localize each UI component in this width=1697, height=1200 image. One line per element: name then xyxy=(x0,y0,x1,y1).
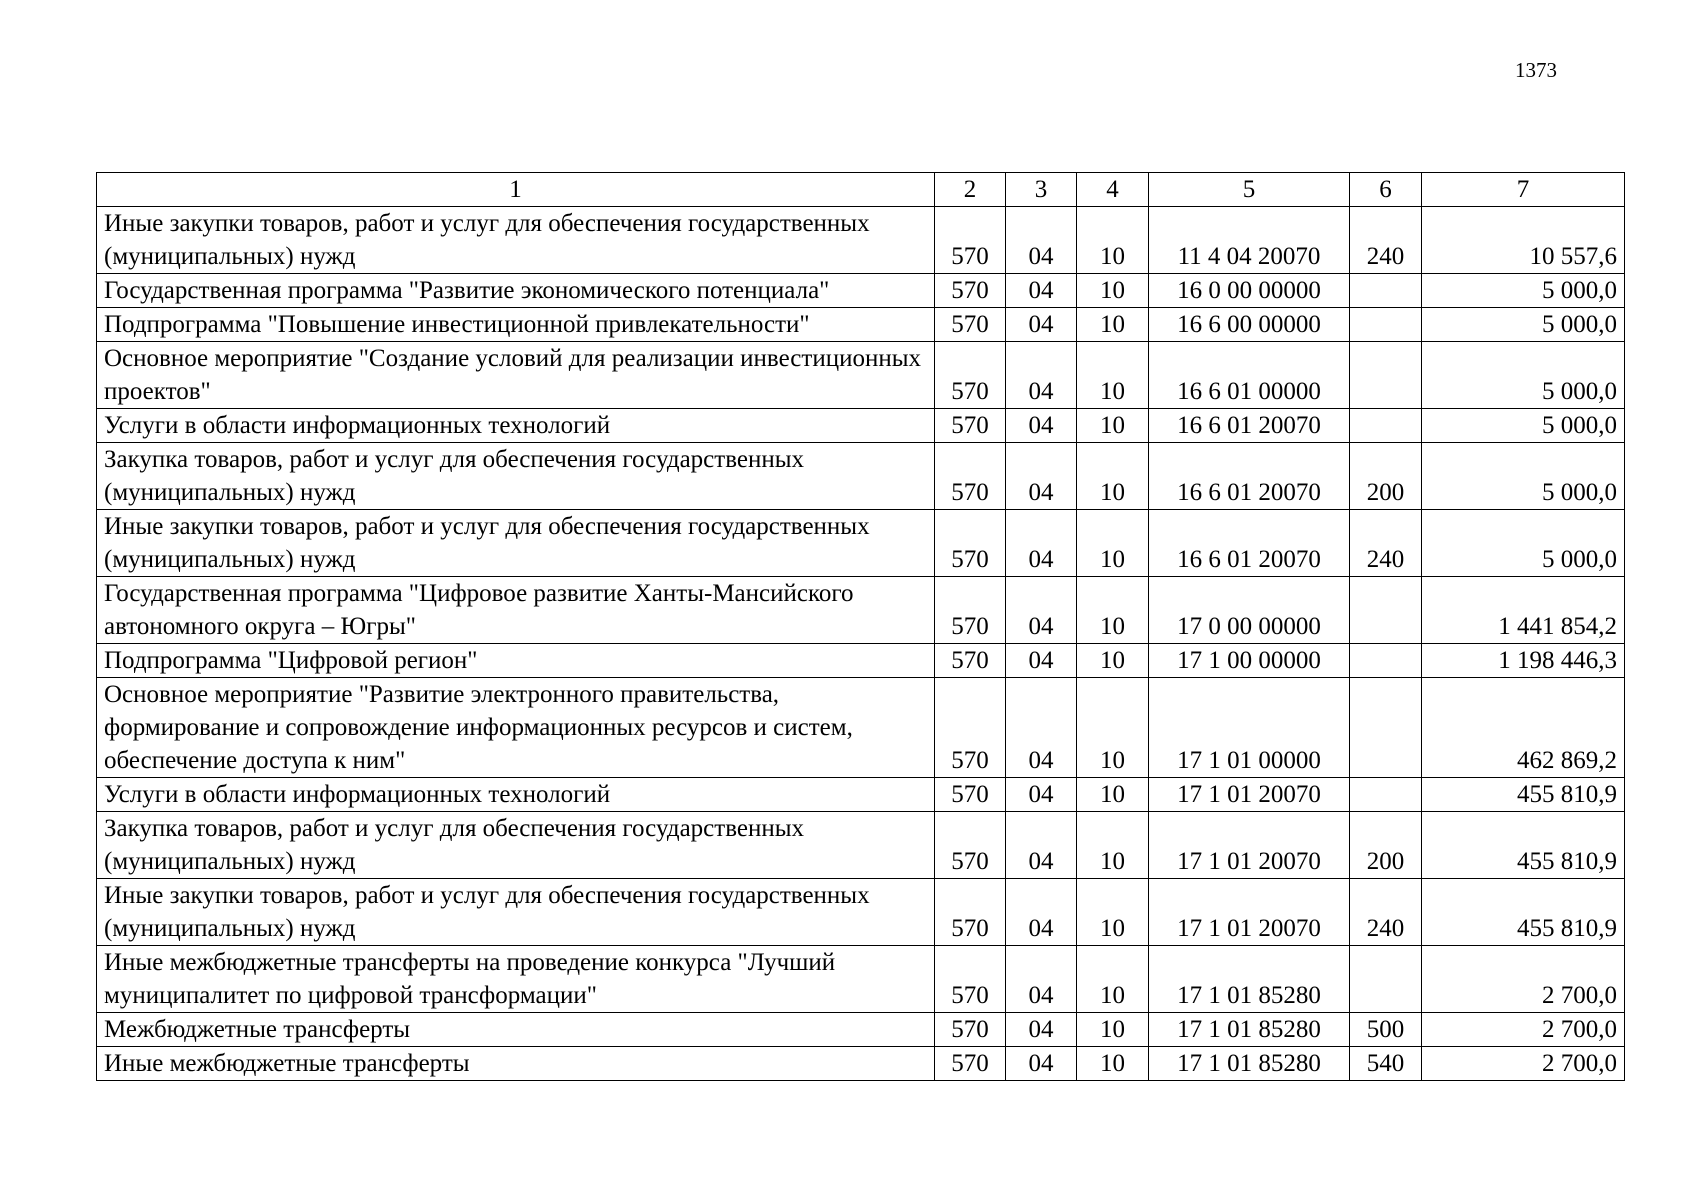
row-ved-cell: 570 xyxy=(935,812,1006,879)
table-row xyxy=(97,409,1625,443)
row-sum-cell: 5 000,0 xyxy=(1422,443,1625,510)
row-pr-cell: 10 xyxy=(1077,1047,1149,1081)
row-csr-cell: 16 6 01 20070 xyxy=(1149,443,1350,510)
row-vr-cell xyxy=(1350,678,1422,778)
row-name-cell: Закупка товаров, работ и услуг для обеспечения государственных (муниципальных) нужд xyxy=(97,443,935,510)
row-rz-cell: 04 xyxy=(1006,879,1077,946)
row-pr-cell: 10 xyxy=(1077,778,1149,812)
row-sum-cell: 5 000,0 xyxy=(1422,510,1625,577)
row-pr-cell: 10 xyxy=(1077,812,1149,879)
row-rz-cell: 04 xyxy=(1006,778,1077,812)
row-sum-cell: 5 000,0 xyxy=(1422,409,1625,443)
row-ved-cell: 570 xyxy=(935,644,1006,678)
row-rz-cell: 04 xyxy=(1006,812,1077,879)
row-ved-cell: 570 xyxy=(935,1047,1006,1081)
column-header-6: 6 xyxy=(1350,173,1422,207)
row-sum-cell: 1 198 446,3 xyxy=(1422,644,1625,678)
row-vr-cell: 200 xyxy=(1350,812,1422,879)
row-ved-cell: 570 xyxy=(935,207,1006,274)
row-ved-cell: 570 xyxy=(935,443,1006,510)
row-name-cell: Иные закупки товаров, работ и услуг для обеспечения государственных (муниципальных) нужд xyxy=(97,207,935,274)
row-vr-cell: 200 xyxy=(1350,443,1422,510)
row-rz-cell: 04 xyxy=(1006,409,1077,443)
table-row xyxy=(97,812,1625,879)
row-pr-cell: 10 xyxy=(1077,342,1149,409)
row-sum-cell: 455 810,9 xyxy=(1422,778,1625,812)
row-csr-cell: 16 6 00 00000 xyxy=(1149,308,1350,342)
row-vr-cell xyxy=(1350,342,1422,409)
table-row xyxy=(97,946,1625,1013)
row-ved-cell: 570 xyxy=(935,409,1006,443)
row-vr-cell xyxy=(1350,274,1422,308)
table-row xyxy=(97,644,1625,678)
table-row xyxy=(97,308,1625,342)
row-sum-cell: 2 700,0 xyxy=(1422,946,1625,1013)
row-name-cell: Подпрограмма "Цифровой регион" xyxy=(97,644,935,678)
row-rz-cell: 04 xyxy=(1006,510,1077,577)
row-pr-cell: 10 xyxy=(1077,1013,1149,1047)
row-name-cell: Межбюджетные трансферты xyxy=(97,1013,935,1047)
row-vr-cell xyxy=(1350,946,1422,1013)
row-sum-cell: 455 810,9 xyxy=(1422,812,1625,879)
row-name-cell: Иные межбюджетные трансферты xyxy=(97,1047,935,1081)
row-csr-cell: 11 4 04 20070 xyxy=(1149,207,1350,274)
table-row xyxy=(97,678,1625,778)
row-rz-cell: 04 xyxy=(1006,207,1077,274)
table-row xyxy=(97,274,1625,308)
row-rz-cell: 04 xyxy=(1006,946,1077,1013)
row-name-cell: Услуги в области информационных технологий xyxy=(97,778,935,812)
row-pr-cell: 10 xyxy=(1077,207,1149,274)
row-vr-cell: 540 xyxy=(1350,1047,1422,1081)
row-sum-cell: 5 000,0 xyxy=(1422,308,1625,342)
row-pr-cell: 10 xyxy=(1077,678,1149,778)
table-row xyxy=(97,342,1625,409)
row-pr-cell: 10 xyxy=(1077,577,1149,644)
column-header-3: 3 xyxy=(1006,173,1077,207)
row-pr-cell: 10 xyxy=(1077,879,1149,946)
row-ved-cell: 570 xyxy=(935,778,1006,812)
budget-table xyxy=(96,172,1625,1081)
row-rz-cell: 04 xyxy=(1006,443,1077,510)
row-name-cell: Государственная программа "Цифровое развитие Ханты-Мансийского автономного округа – Югры" xyxy=(97,577,935,644)
header-row xyxy=(97,173,1625,207)
row-csr-cell: 17 0 00 00000 xyxy=(1149,577,1350,644)
row-csr-cell: 16 0 00 00000 xyxy=(1149,274,1350,308)
table-row xyxy=(97,443,1625,510)
row-ved-cell: 570 xyxy=(935,1013,1006,1047)
row-vr-cell xyxy=(1350,644,1422,678)
row-name-cell: Основное мероприятие "Создание условий для реализации инвестиционных проектов" xyxy=(97,342,935,409)
column-header-4: 4 xyxy=(1077,173,1149,207)
row-vr-cell xyxy=(1350,778,1422,812)
table-body xyxy=(97,207,1625,1081)
row-vr-cell xyxy=(1350,409,1422,443)
row-csr-cell: 17 1 01 20070 xyxy=(1149,879,1350,946)
row-rz-cell: 04 xyxy=(1006,1047,1077,1081)
row-vr-cell: 240 xyxy=(1350,207,1422,274)
row-ved-cell: 570 xyxy=(935,510,1006,577)
row-sum-cell: 2 700,0 xyxy=(1422,1013,1625,1047)
row-vr-cell xyxy=(1350,577,1422,644)
row-csr-cell: 17 1 01 85280 xyxy=(1149,946,1350,1013)
row-csr-cell: 17 1 01 20070 xyxy=(1149,812,1350,879)
row-rz-cell: 04 xyxy=(1006,308,1077,342)
table-row xyxy=(97,1013,1625,1047)
row-name-cell: Иные закупки товаров, работ и услуг для обеспечения государственных (муниципальных) нужд xyxy=(97,510,935,577)
row-sum-cell: 5 000,0 xyxy=(1422,342,1625,409)
row-ved-cell: 570 xyxy=(935,308,1006,342)
row-sum-cell: 5 000,0 xyxy=(1422,274,1625,308)
table-row xyxy=(97,207,1625,274)
row-pr-cell: 10 xyxy=(1077,510,1149,577)
row-pr-cell: 10 xyxy=(1077,443,1149,510)
row-pr-cell: 10 xyxy=(1077,644,1149,678)
row-csr-cell: 17 1 00 00000 xyxy=(1149,644,1350,678)
row-sum-cell: 10 557,6 xyxy=(1422,207,1625,274)
column-header-7: 7 xyxy=(1422,173,1625,207)
row-vr-cell: 500 xyxy=(1350,1013,1422,1047)
row-csr-cell: 16 6 01 00000 xyxy=(1149,342,1350,409)
row-ved-cell: 570 xyxy=(935,274,1006,308)
row-name-cell: Иные межбюджетные трансферты на проведение конкурса "Лучший муниципалитет по цифровой трансформации" xyxy=(97,946,935,1013)
row-csr-cell: 17 1 01 85280 xyxy=(1149,1013,1350,1047)
row-name-cell: Иные закупки товаров, работ и услуг для обеспечения государственных (муниципальных) нужд xyxy=(97,879,935,946)
row-csr-cell: 16 6 01 20070 xyxy=(1149,510,1350,577)
row-csr-cell: 17 1 01 85280 xyxy=(1149,1047,1350,1081)
table-row xyxy=(97,1047,1625,1081)
row-rz-cell: 04 xyxy=(1006,644,1077,678)
row-name-cell: Закупка товаров, работ и услуг для обеспечения государственных (муниципальных) нужд xyxy=(97,812,935,879)
row-sum-cell: 2 700,0 xyxy=(1422,1047,1625,1081)
row-ved-cell: 570 xyxy=(935,342,1006,409)
row-ved-cell: 570 xyxy=(935,678,1006,778)
row-vr-cell: 240 xyxy=(1350,879,1422,946)
table-row xyxy=(97,778,1625,812)
row-vr-cell xyxy=(1350,308,1422,342)
table-row xyxy=(97,879,1625,946)
row-sum-cell: 1 441 854,2 xyxy=(1422,577,1625,644)
row-sum-cell: 455 810,9 xyxy=(1422,879,1625,946)
row-name-cell: Основное мероприятие "Развитие электронного правительства, формирование и сопровождение информационных ресурсов и систем, обеспечение доступа к ним" xyxy=(97,678,935,778)
column-header-1: 1 xyxy=(97,173,935,207)
row-rz-cell: 04 xyxy=(1006,678,1077,778)
row-csr-cell: 17 1 01 00000 xyxy=(1149,678,1350,778)
row-ved-cell: 570 xyxy=(935,879,1006,946)
row-rz-cell: 04 xyxy=(1006,1013,1077,1047)
row-name-cell: Подпрограмма "Повышение инвестиционной привлекательности" xyxy=(97,308,935,342)
row-csr-cell: 17 1 01 20070 xyxy=(1149,778,1350,812)
row-rz-cell: 04 xyxy=(1006,577,1077,644)
row-name-cell: Государственная программа "Развитие экономического потенциала" xyxy=(97,274,935,308)
row-pr-cell: 10 xyxy=(1077,946,1149,1013)
row-pr-cell: 10 xyxy=(1077,274,1149,308)
table-row xyxy=(97,577,1625,644)
row-name-cell: Услуги в области информационных технологий xyxy=(97,409,935,443)
page-number: 1373 xyxy=(1515,58,1557,82)
row-sum-cell: 462 869,2 xyxy=(1422,678,1625,778)
row-pr-cell: 10 xyxy=(1077,409,1149,443)
table-row xyxy=(97,510,1625,577)
column-header-5: 5 xyxy=(1149,173,1350,207)
row-ved-cell: 570 xyxy=(935,946,1006,1013)
row-pr-cell: 10 xyxy=(1077,308,1149,342)
row-ved-cell: 570 xyxy=(935,577,1006,644)
row-rz-cell: 04 xyxy=(1006,342,1077,409)
row-vr-cell: 240 xyxy=(1350,510,1422,577)
column-header-2: 2 xyxy=(935,173,1006,207)
row-csr-cell: 16 6 01 20070 xyxy=(1149,409,1350,443)
row-rz-cell: 04 xyxy=(1006,274,1077,308)
